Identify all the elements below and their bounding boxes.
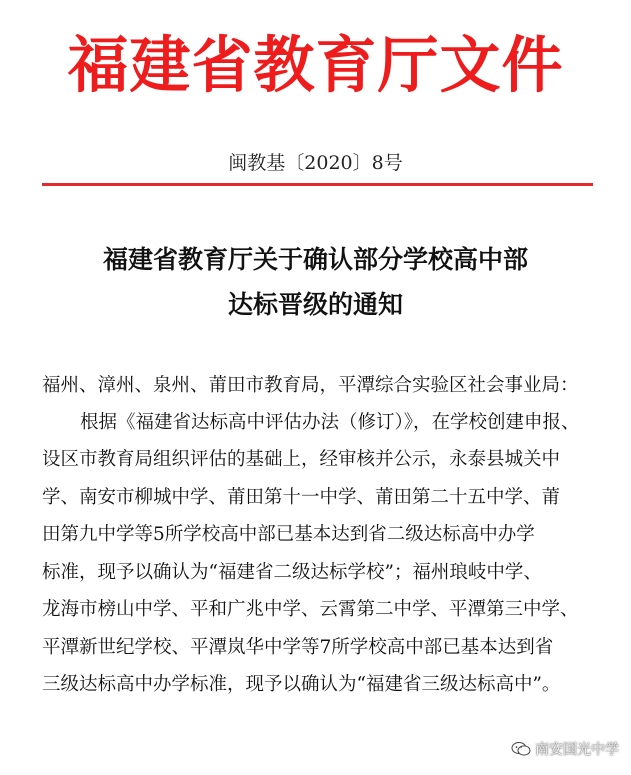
document-issuer-header: 福建省教育厅文件: [67, 30, 564, 101]
document-number: 闽教基〔2020〕8号: [228, 152, 403, 174]
body-paragraph-line: 田第九中学等5所学校高中部已基本达到省二级达标高中办学: [42, 524, 535, 545]
body-paragraph-line: 根据《福建省达标高中评估办法（修订）》，在学校创建申报、: [80, 412, 580, 433]
account-watermark: [511, 736, 619, 762]
body-paragraph-line: 学、南安市柳城中学、莆田第十一中学、莆田第二十五中学、莆: [42, 487, 561, 508]
red-divider-rule: [42, 183, 593, 186]
body-paragraph-line: 标准，现予以确认为“福建省二级达标学校”；福州琅岐中学、: [42, 562, 542, 583]
body-paragraph-line: 平潭新世纪学校、平潭岚华中学等7所学校高中部已基本达到省: [42, 637, 554, 658]
body-paragraph-line: 三级达标高中办学标准，现予以确认为“福建省三级达标高中”。: [42, 674, 561, 695]
watermark-account-name: 南安国光中学: [535, 742, 619, 758]
body-paragraph-line: 龙海市榜山中学、平和广兆中学、云霄第二中学、平潭第三中学、: [42, 599, 579, 620]
wechat-icon: [511, 741, 531, 757]
document-title-line-1: 福建省教育厅关于确认部分学校高中部: [102, 245, 528, 274]
document-title-line-2: 达标晋级的通知: [227, 290, 403, 319]
body-salutation-line: 福州、漳州、泉州、莆田市教育局，平潭综合实验区社会事业局：: [42, 375, 579, 396]
body-paragraph-line: 设区市教育局组织评估的基础上，经审核并公示，永泰县城关中: [42, 449, 561, 470]
